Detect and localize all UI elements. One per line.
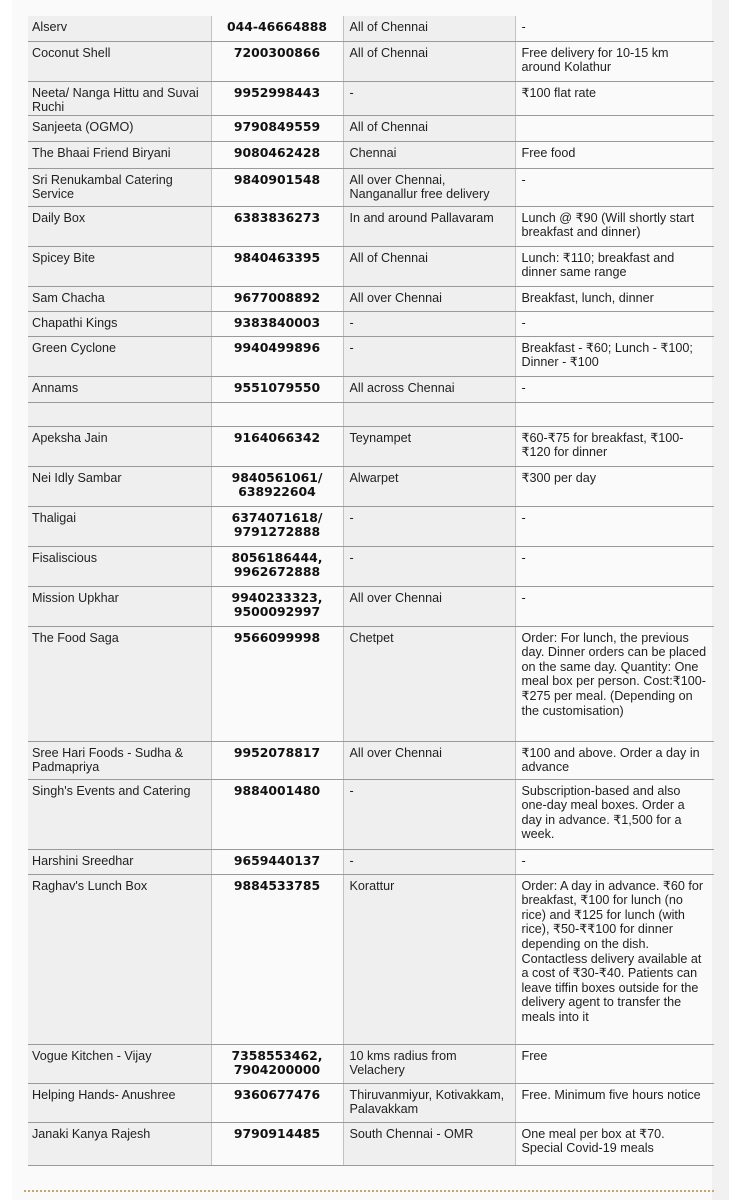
vendor-notes: Free food: [515, 141, 714, 168]
vendor-name: Janaki Kanya Rajesh: [28, 1122, 211, 1165]
vendor-notes: [515, 402, 714, 426]
delivery-area: Alwarpet: [343, 466, 515, 506]
table-row: [28, 115, 714, 141]
delivery-area: 10 kms radius from Velachery: [343, 1044, 515, 1083]
vendor-name: Fisaliscious: [28, 546, 211, 586]
table-row: [28, 336, 714, 376]
table-row: [28, 1083, 714, 1122]
delivery-area: -: [343, 779, 515, 849]
delivery-area: -: [343, 336, 515, 376]
vendor-notes: ₹60-₹75 for breakfast, ₹100-₹120 for dinner: [515, 426, 714, 466]
food-delivery-directory-table: [28, 16, 714, 1166]
vendor-phone: 7358553462, 7904200000: [211, 1044, 343, 1083]
vendor-notes: ₹100 and above. Order a day in advance: [515, 741, 714, 779]
vendor-name: Annams: [28, 376, 211, 402]
vendor-name: Green Cyclone: [28, 336, 211, 376]
delivery-area: All over Chennai: [343, 586, 515, 626]
delivery-area: Teynampet: [343, 426, 515, 466]
vendor-notes: -: [515, 168, 714, 206]
vendor-notes: Lunch: ₹110; breakfast and dinner same range: [515, 246, 714, 286]
vendor-name: Spicey Bite: [28, 246, 211, 286]
delivery-area: All over Chennai: [343, 741, 515, 779]
delivery-area: Thiruvanmiyur, Kotivakkam, Palavakkam: [343, 1083, 515, 1122]
table-row: [28, 402, 714, 426]
vendor-name: Daily Box: [28, 206, 211, 246]
table-row: [28, 779, 714, 849]
vendor-notes: ₹100 flat rate: [515, 81, 714, 115]
vendor-phone: 9551079550: [211, 376, 343, 402]
delivery-area: All over Chennai, Nanganallur free delivery: [343, 168, 515, 206]
vendor-notes: Breakfast - ₹60; Lunch - ₹100; Dinner - ₹100: [515, 336, 714, 376]
vendor-phone: 9790849559: [211, 115, 343, 141]
vendor-phone: 9952998443: [211, 81, 343, 115]
table-row: [28, 376, 714, 402]
vendor-phone: 9940499896: [211, 336, 343, 376]
table-row: [28, 141, 714, 168]
vendor-name: Neeta/ Nanga Hittu and Suvai Ruchi: [28, 81, 211, 115]
vendor-name: Vogue Kitchen - Vijay: [28, 1044, 211, 1083]
vendor-name: [28, 402, 211, 426]
vendor-name: Singh's Events and Catering: [28, 779, 211, 849]
vendor-phone: 9566099998: [211, 626, 343, 741]
vendor-name: Sree Hari Foods - Sudha & Padmapriya: [28, 741, 211, 779]
delivery-area: In and around Pallavaram: [343, 206, 515, 246]
vendor-name: Thaligai: [28, 506, 211, 546]
vendor-phone: 9360677476: [211, 1083, 343, 1122]
table-row: [28, 246, 714, 286]
delivery-area: All of Chennai: [343, 115, 515, 141]
vendor-notes: -: [515, 849, 714, 874]
vendor-name: Raghav's Lunch Box: [28, 874, 211, 1044]
delivery-area: All over Chennai: [343, 286, 515, 311]
vendor-phone: 7200300866: [211, 41, 343, 81]
delivery-area: -: [343, 81, 515, 115]
delivery-area: All of Chennai: [343, 246, 515, 286]
table-row: [28, 16, 714, 41]
vendor-phone: 8056186444, 9962672888: [211, 546, 343, 586]
table-row: [28, 466, 714, 506]
vendor-notes: [515, 115, 714, 141]
vendor-phone: 9940233323, 9500092997: [211, 586, 343, 626]
table-row: [28, 1044, 714, 1083]
delivery-area: [343, 402, 515, 426]
delivery-area: All of Chennai: [343, 41, 515, 81]
vendor-phone: 9383840003: [211, 311, 343, 336]
table-row: [28, 626, 714, 741]
vendor-phone: 9840561061/ 638922604: [211, 466, 343, 506]
vendor-phone: 9677008892: [211, 286, 343, 311]
vendor-phone: 9840901548: [211, 168, 343, 206]
vendor-name: Sam Chacha: [28, 286, 211, 311]
vendor-phone: 9790914485: [211, 1122, 343, 1165]
vendor-name: The Food Saga: [28, 626, 211, 741]
vendor-name: Nei Idly Sambar: [28, 466, 211, 506]
vendor-name: Sanjeeta (OGMO): [28, 115, 211, 141]
vendor-name: Apeksha Jain: [28, 426, 211, 466]
vendor-notes: Order: For lunch, the previous day. Dinner orders can be placed on the same day. Quantity: One meal box per person. Cost:₹100- ₹275 per meal. (Depending on the customisation): [515, 626, 714, 741]
vendor-name: The Bhaai Friend Biryani: [28, 141, 211, 168]
table-row: [28, 206, 714, 246]
table-row: [28, 426, 714, 466]
table-row: [28, 286, 714, 311]
vendor-phone: 044-46664888: [211, 16, 343, 41]
table-row: [28, 168, 714, 206]
vendor-notes: Breakfast, lunch, dinner: [515, 286, 714, 311]
delivery-area: Chetpet: [343, 626, 515, 741]
table-row: [28, 81, 714, 115]
vendor-notes: -: [515, 506, 714, 546]
page-edge: [712, 0, 729, 1200]
bottom-border: [24, 1190, 714, 1196]
delivery-area: -: [343, 546, 515, 586]
vendor-name: Harshini Sreedhar: [28, 849, 211, 874]
delivery-area: Korattur: [343, 874, 515, 1044]
table-row: [28, 311, 714, 336]
vendor-phone: [211, 402, 343, 426]
table-row: [28, 1122, 714, 1165]
vendor-notes: Free. Minimum five hours notice: [515, 1083, 714, 1122]
vendor-name: Helping Hands- Anushree: [28, 1083, 211, 1122]
vendor-notes: -: [515, 546, 714, 586]
vendor-notes: -: [515, 311, 714, 336]
table-row: [28, 546, 714, 586]
table-row: [28, 741, 714, 779]
vendor-name: Mission Upkhar: [28, 586, 211, 626]
table-row: [28, 506, 714, 546]
vendor-phone: 9952078817: [211, 741, 343, 779]
vendor-phone: 9884533785: [211, 874, 343, 1044]
vendor-notes: ₹300 per day: [515, 466, 714, 506]
vendor-phone: 9164066342: [211, 426, 343, 466]
vendor-phone: 6374071618/ 9791272888: [211, 506, 343, 546]
vendor-notes: One meal per box at ₹70. Special Covid-19 meals: [515, 1122, 714, 1165]
vendor-name: Coconut Shell: [28, 41, 211, 81]
vendor-notes: -: [515, 376, 714, 402]
vendor-notes: -: [515, 586, 714, 626]
delivery-area: Chennai: [343, 141, 515, 168]
table-row: [28, 874, 714, 1044]
vendor-name: Chapathi Kings: [28, 311, 211, 336]
delivery-area: -: [343, 849, 515, 874]
table-row: [28, 586, 714, 626]
vendor-notes: Order: A day in advance. ₹60 for breakfast, ₹100 for lunch (no rice) and ₹125 for lunch (with rice), ₹50-₹₹100 for dinner depending on the dish. Contactless delivery available at a cost of ₹30-₹40. Patients can leave tiffin boxes outside for the delivery agent to transfer the meals into it: [515, 874, 714, 1044]
delivery-area: All across Chennai: [343, 376, 515, 402]
vendor-phone: 9840463395: [211, 246, 343, 286]
vendor-phone: 6383836273: [211, 206, 343, 246]
vendor-notes: Subscription-based and also one-day meal boxes. Order a day in advance. ₹1,500 for a week.: [515, 779, 714, 849]
vendor-notes: -: [515, 16, 714, 41]
vendor-phone: 9659440137: [211, 849, 343, 874]
vendor-notes: Lunch @ ₹90 (Will shortly start breakfast and dinner): [515, 206, 714, 246]
vendor-phone: 9884001480: [211, 779, 343, 849]
delivery-area: All of Chennai: [343, 16, 515, 41]
table-row: [28, 849, 714, 874]
delivery-area: South Chennai - OMR: [343, 1122, 515, 1165]
delivery-area: -: [343, 506, 515, 546]
delivery-area: -: [343, 311, 515, 336]
vendor-phone: 9080462428: [211, 141, 343, 168]
vendor-notes: Free delivery for 10-15 km around Kolathur: [515, 41, 714, 81]
vendor-name: Sri Renukambal Catering Service: [28, 168, 211, 206]
vendor-name: Alserv: [28, 16, 211, 41]
table-row: [28, 41, 714, 81]
vendor-notes: Free: [515, 1044, 714, 1083]
